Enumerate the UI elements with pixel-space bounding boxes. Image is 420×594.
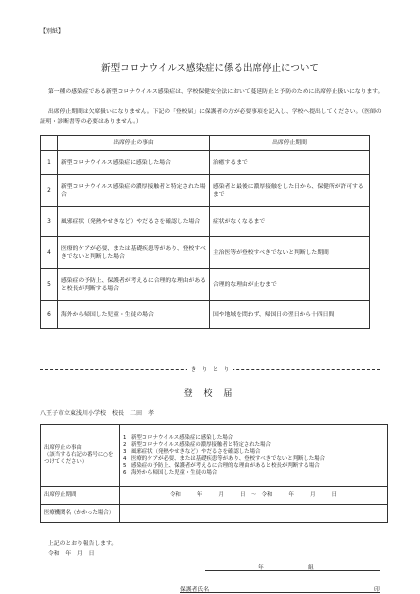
- grade-label: 年: [258, 565, 264, 571]
- option-row[interactable]: [123, 456, 384, 463]
- row-period: 国や地域を問わず、帰国日の翌日から十四日間: [210, 301, 370, 329]
- row-reason: 医療的ケアが必要、または基礎疾患等があり、登校すべきでないと判断した場合: [58, 237, 210, 269]
- seal-mark: 印: [374, 587, 380, 593]
- table-row: [41, 151, 370, 175]
- row-number: 1: [41, 151, 58, 175]
- row-number: 6: [41, 301, 58, 329]
- table-row: [41, 237, 370, 269]
- header-period: 出席停止期間: [210, 136, 370, 151]
- form-row-period: [41, 487, 388, 505]
- option-row[interactable]: [123, 463, 384, 470]
- option-number: 4: [123, 455, 127, 462]
- option-text: 新型コロナウイルス感染症に感染した場合: [131, 434, 234, 441]
- clinic-label: 医療機関名（かかった場合）: [41, 505, 120, 523]
- class-label: 組: [308, 565, 314, 571]
- row-period: 症状がなくなるまで: [210, 207, 370, 237]
- school-principal: 八王子市立東浅川小学校 校長 二田 孝: [40, 410, 155, 417]
- option-number: 6: [123, 469, 127, 476]
- report-statement: 上記のとおり報告します。: [48, 541, 118, 547]
- reason-label-cell: [41, 425, 120, 487]
- attendance-form-table: [40, 424, 388, 523]
- grade-class-underline: [205, 570, 380, 571]
- row-number: 3: [41, 207, 58, 237]
- reason-label: 出席停止の事由: [44, 445, 82, 451]
- table-row: [41, 301, 370, 329]
- form-row-clinic: [41, 505, 388, 523]
- intro-paragraph-2: 出席停止期間は欠席扱いになりません。下記の「登校届」に保護者の方が必要事項を記入し、学校へ提出してください。（医師の証明・診断書等の必要はありません。）: [40, 109, 382, 125]
- reasons-table: [40, 135, 370, 329]
- option-text: 医療的ケアが必要、または基礎疾患等があり、登校すべきでないと判断した場合: [131, 455, 325, 462]
- reason-note: （該当する右記の番号に○を つけてください）: [44, 452, 114, 465]
- row-reason: 風邪症状（発熱やせきなど）やだるさを確認した場合: [58, 207, 210, 237]
- cut-label: [0, 365, 420, 373]
- option-number: 5: [123, 462, 127, 469]
- row-number: 2: [41, 175, 58, 207]
- parent-name-underline: [180, 592, 380, 593]
- header-no: [41, 136, 58, 151]
- reason-options-cell: [120, 425, 388, 487]
- row-period: 治癒するまで: [210, 151, 370, 175]
- option-text: 新型コロナウイルス感染症の濃厚接触者と特定された場合: [131, 441, 271, 448]
- row-reason: 新型コロナウイルス感染症に感染した場合: [58, 151, 210, 175]
- cut-label-text: き り と り: [187, 367, 234, 373]
- option-text: 感染症の予防上、保護者が考えるに合理的な理由があると校長が判断する場合: [131, 462, 320, 469]
- option-row[interactable]: [123, 435, 384, 442]
- period-label: 出席停止期間: [41, 487, 120, 505]
- row-period: 合理的な理由が止むまで: [210, 269, 370, 301]
- table-row: [41, 175, 370, 207]
- form-title: 登 校 届: [183, 389, 237, 399]
- attachment-label: 【別紙】: [40, 28, 65, 35]
- option-number: 3: [123, 448, 127, 455]
- option-number: 2: [123, 441, 127, 448]
- option-row[interactable]: [123, 470, 384, 477]
- clinic-field[interactable]: [120, 505, 388, 523]
- option-row[interactable]: [123, 442, 384, 449]
- row-number: 4: [41, 237, 58, 269]
- table-row: [41, 269, 370, 301]
- row-reason: 感染症の予防上、保護者が考えるに合理的な理由があると校長が判断する場合: [58, 269, 210, 301]
- intro-paragraph-1: 第一種の感染症である新型コロナウイルス感染症は、学校保健安全法において蔓延防止と予防のために出席停止扱いになります。: [48, 89, 384, 95]
- reasons-table-header: [41, 136, 370, 151]
- form-row-reason: [41, 425, 388, 487]
- row-reason: 新型コロナウイルス感染症の濃厚接触者と特定された場合: [58, 175, 210, 207]
- option-row[interactable]: [123, 449, 384, 456]
- row-period: 主治医等が登校すべきでないと判断した期間: [210, 237, 370, 269]
- report-date-field[interactable]: 令和 年 月 日: [48, 551, 95, 557]
- row-reason: 海外から帰国した児童・生徒の場合: [58, 301, 210, 329]
- row-period: 感染者と最後に濃厚接触をした日から、保健所が許可するまで: [210, 175, 370, 207]
- option-text: 風邪症状（発熱やせきなど）やだるさを確認した場合: [131, 448, 261, 455]
- table-row: [41, 207, 370, 237]
- header-reason: 出席停止の事由: [58, 136, 210, 151]
- option-number: 1: [123, 434, 127, 441]
- page-title: 新型コロナウイルス感染症に係る出席停止について: [101, 63, 319, 74]
- row-number: 5: [41, 269, 58, 301]
- option-text: 海外から帰国した児童・生徒の場合: [131, 469, 218, 476]
- parent-name-label: 保護者氏名: [180, 587, 209, 593]
- period-field[interactable]: 令和 年 月 日 ～ 令和 年 月 日: [120, 487, 388, 505]
